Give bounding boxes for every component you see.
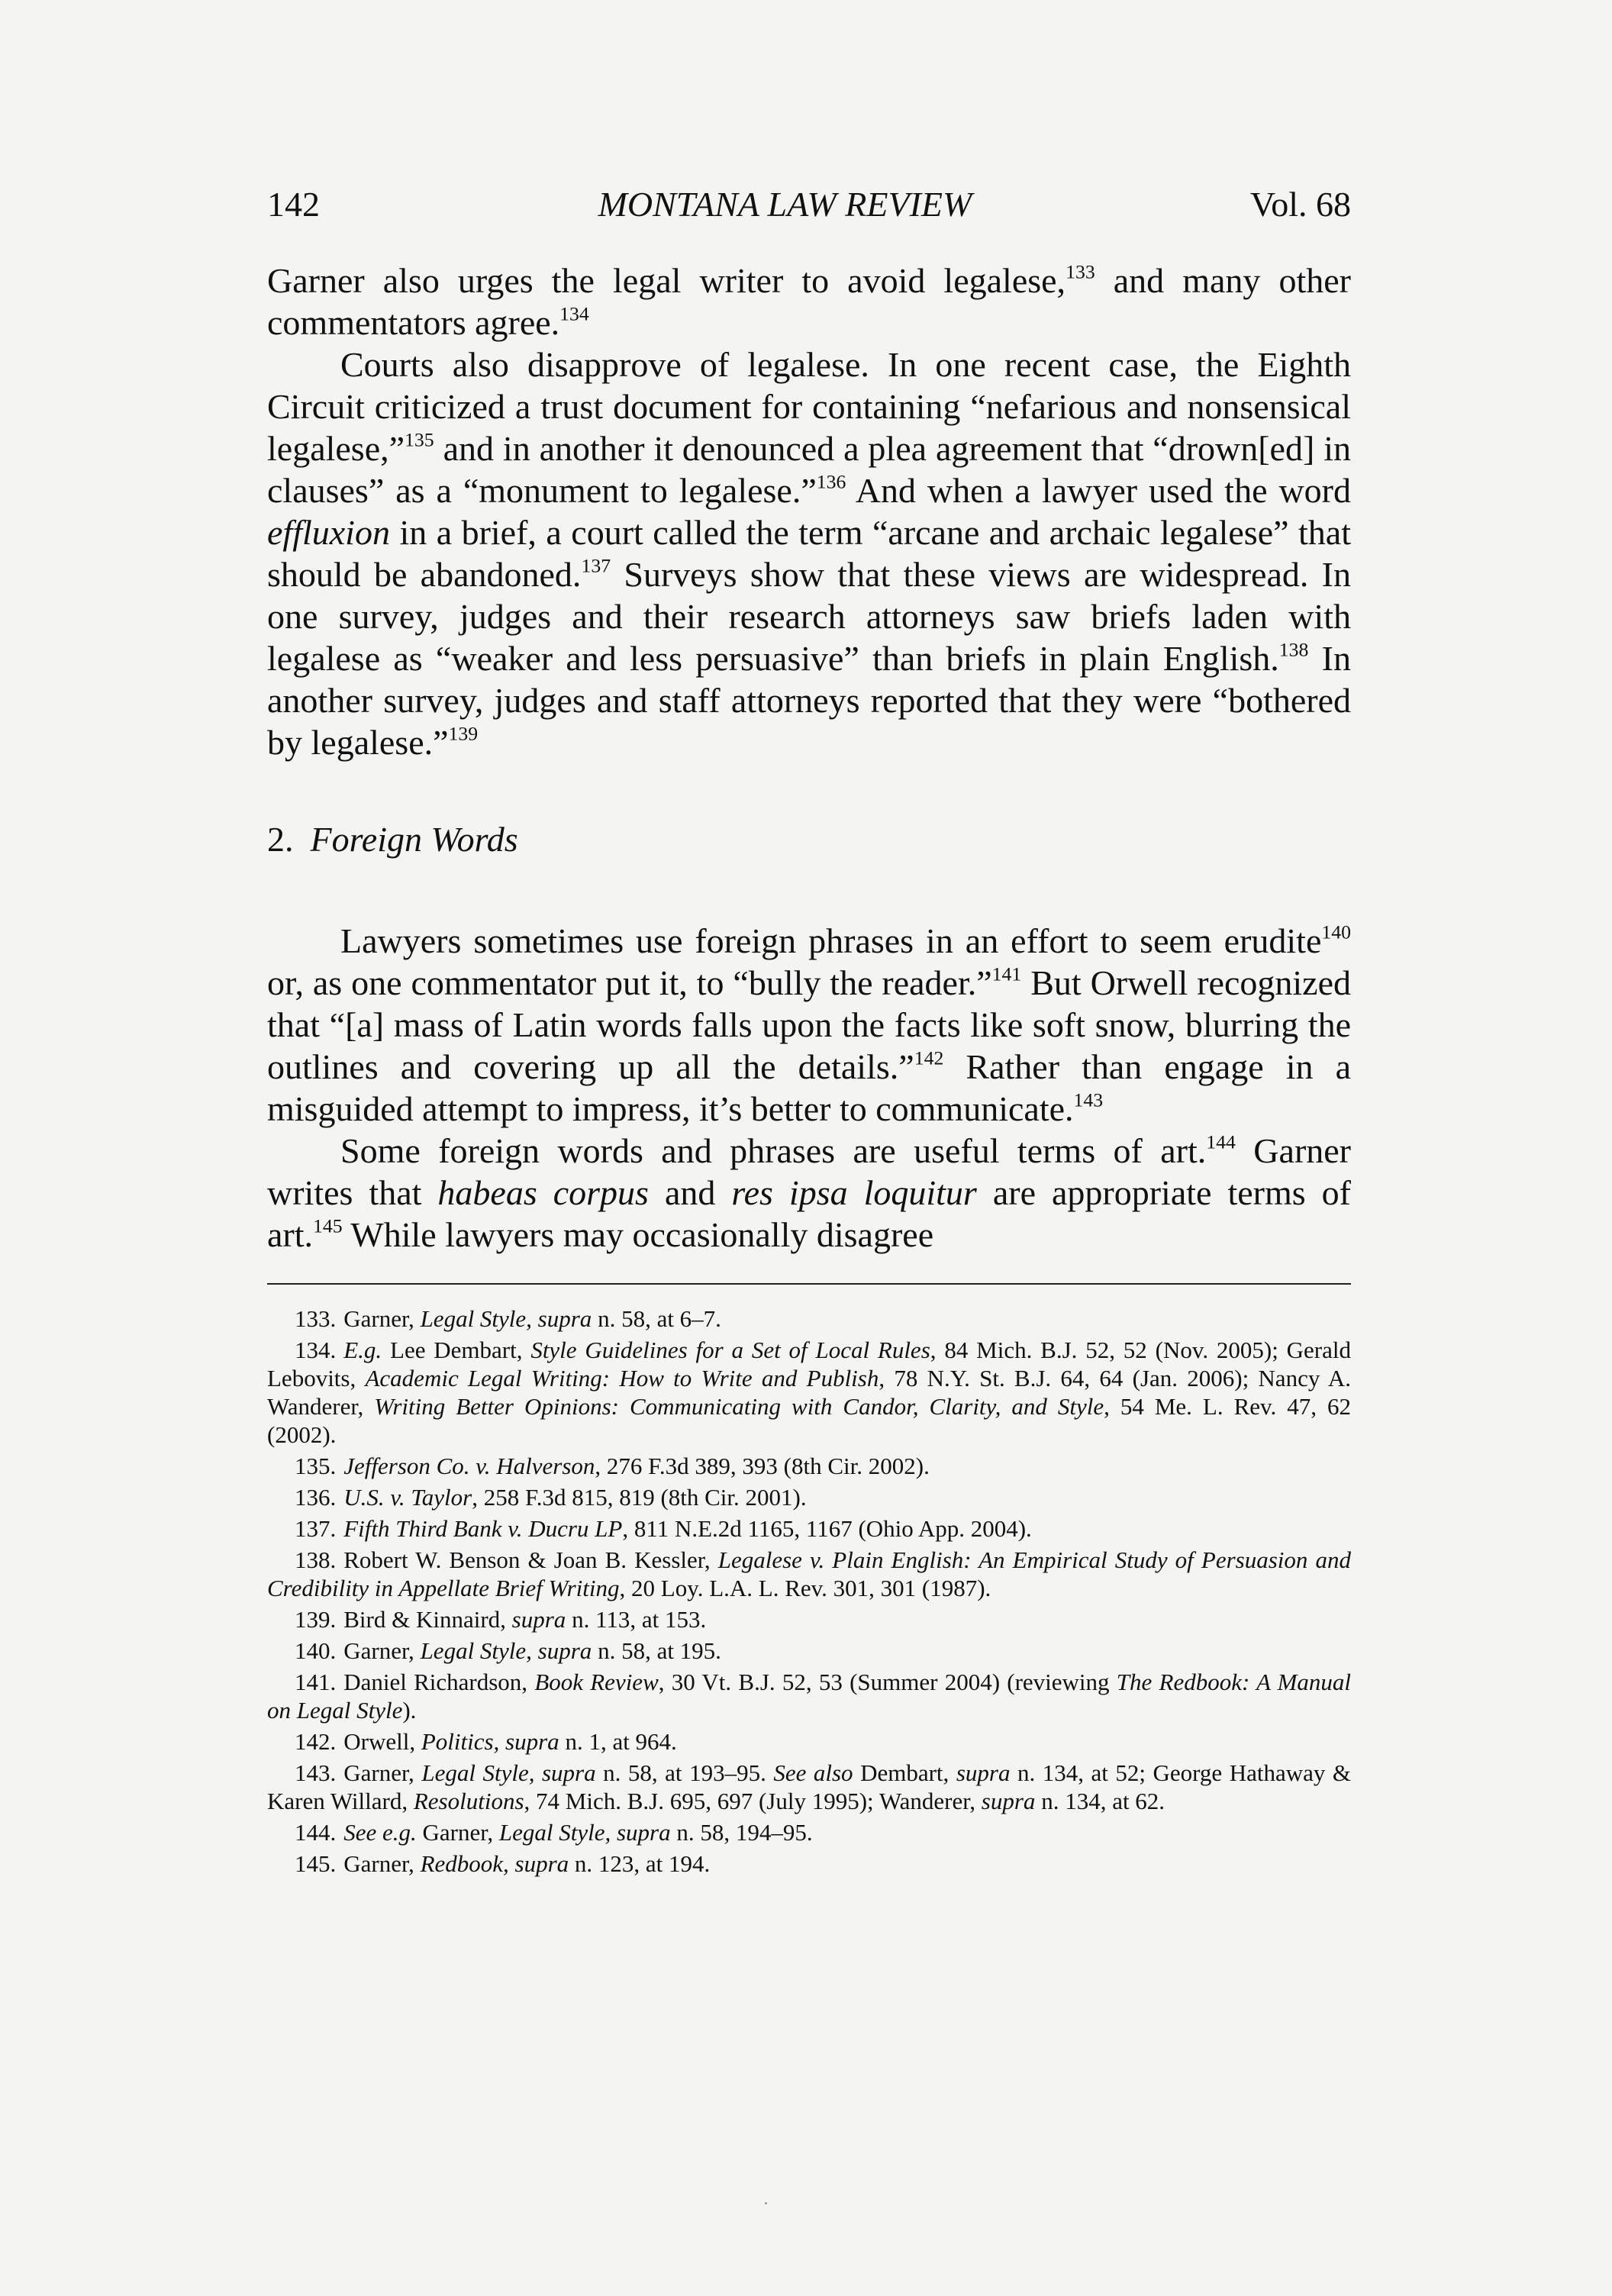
text-run: n. 134, at 52; George Hathaway & Karen Willard, — [267, 1759, 1352, 1814]
footnote — [267, 1849, 1351, 1878]
text-run: , 258 F.3d 815, 819 (8th Cir. 2001). — [472, 1484, 807, 1511]
text-run: are appropriate terms of art. — [267, 1173, 1351, 1254]
text-run: , 54 Me. L. Rev. 47, 62 (2002). — [267, 1393, 1352, 1448]
text-run: and — [648, 1173, 732, 1212]
text-run: and many other commentators agree. — [267, 261, 1351, 342]
text-run: Dembart, — [853, 1759, 956, 1786]
footnote-number: 145. — [295, 1850, 337, 1877]
italic-text: Legal Style, supra — [498, 1819, 671, 1846]
text-run: Garner, — [416, 1819, 499, 1846]
footnote-number: 136. — [295, 1484, 337, 1511]
text-run: Garner, — [343, 1850, 421, 1877]
italic-text: Book Review — [534, 1669, 659, 1695]
footnotes — [267, 1304, 1351, 1878]
footnote-number: 143. — [295, 1759, 337, 1786]
italic-term: effluxion — [267, 513, 390, 552]
footnote-divider — [267, 1283, 1351, 1285]
footnote — [267, 1668, 1351, 1724]
italic-text: supra — [511, 1606, 566, 1633]
page — [267, 183, 1351, 1881]
text-run: Orwell, — [343, 1728, 421, 1755]
paragraph — [267, 343, 1351, 763]
footnote-number: 139. — [295, 1606, 337, 1633]
italic-text: The Redbook: A Manual on Legal Style — [267, 1669, 1352, 1724]
text-run: While lawyers may occasionally disagree — [342, 1215, 934, 1254]
text-run: n. 123, at 194. — [569, 1850, 711, 1877]
text-run: In another survey, judges and staff attorneys reported that they were “bothered by legalese.” — [267, 639, 1351, 762]
paragraph — [267, 260, 1351, 343]
volume-label: Vol. 68 — [1249, 185, 1351, 224]
text-run: Garner writes that — [267, 1131, 1351, 1212]
paragraph — [267, 920, 1351, 1130]
footnote-ref: 136 — [816, 470, 846, 493]
text-run: , 84 Mich. B.J. 52, 52 (Nov. 2005); Gerald Lebovits, — [267, 1337, 1351, 1391]
text-run: in a brief, a court called the term “arcane and archaic legalese” that should be abandoned. — [267, 513, 1351, 594]
running-header — [267, 183, 1351, 232]
text-run: , 30 Vt. B.J. 52, 53 (Summer 2004) (reviewing — [658, 1669, 1117, 1695]
italic-text: Politics, supra — [421, 1728, 559, 1755]
text-run: n. 58, at 195. — [592, 1637, 721, 1664]
text-run: Rather than engage in a misguided attempt to impress, it’s better to communicate. — [267, 1047, 1351, 1128]
italic-text: Fifth Third Bank v. Ducru LP — [343, 1515, 623, 1542]
italic-text: supra — [956, 1759, 1011, 1786]
footnote — [267, 1605, 1351, 1633]
text-run: Daniel Richardson, — [343, 1669, 535, 1695]
text-run: , 20 Loy. L.A. L. Rev. 301, 301 (1987). — [619, 1575, 991, 1601]
text-run: Garner, — [343, 1305, 421, 1332]
footnote-ref: 142 — [914, 1046, 944, 1069]
section-title: Foreign Words — [310, 820, 518, 859]
footnote-ref: 144 — [1206, 1130, 1236, 1153]
text-run: Robert W. Benson & Joan B. Kessler, — [343, 1546, 718, 1573]
footnote-number: 135. — [295, 1453, 337, 1479]
italic-text: Redbook, supra — [420, 1850, 569, 1877]
italic-text: Legalese v. Plain English: An Empirical Study of Persuasion and Credibility in Appellate Brief Writing — [267, 1546, 1351, 1601]
page-number: 142 — [267, 185, 320, 224]
footnote-ref: 140 — [1321, 921, 1351, 943]
footnote — [267, 1818, 1351, 1846]
italic-text: Legal Style, supra — [421, 1759, 596, 1786]
footnote-ref: 134 — [559, 302, 589, 325]
text-run: Surveys show that these views are widespread. In one survey, judges and their research attorneys saw briefs laden with legalese as “weaker and less persuasive” than briefs in plain English. — [267, 555, 1351, 678]
footnote-number: 138. — [295, 1546, 337, 1573]
footnote — [267, 1304, 1351, 1333]
italic-text: See e.g. — [343, 1819, 417, 1846]
italic-text: Writing Better Opinions: Communicating with Candor, Clarity, and Style — [374, 1393, 1104, 1420]
section-heading — [267, 818, 1351, 860]
italic-text: Jefferson Co. v. Halverson — [343, 1453, 595, 1479]
text-run: n. 58, at 6–7. — [592, 1305, 721, 1332]
footnote — [267, 1483, 1351, 1511]
italic-text: Academic Legal Writing: How to Write and Publish — [365, 1365, 879, 1391]
text-run: Garner, — [343, 1759, 422, 1786]
italic-text: Legal Style, supra — [420, 1305, 592, 1332]
text-run: n. 58, 194–95. — [670, 1819, 813, 1846]
footnote-ref: 145 — [313, 1214, 343, 1237]
footnote-number: 137. — [295, 1515, 337, 1542]
text-run: , 78 N.Y. St. B.J. 64, 64 (Jan. 2006); Nancy A. Wanderer, — [267, 1365, 1351, 1420]
text-run: But Orwell recognized that “[a] mass of Latin words falls upon the facts like soft snow, blurring the outlines and covering up all the details.” — [267, 963, 1351, 1086]
journal-title: MONTANA LAW REVIEW — [598, 185, 972, 224]
footnote — [267, 1452, 1351, 1480]
footnote-number: 140. — [295, 1637, 337, 1664]
text-run: and in another it denounced a plea agreement that “drown[ed] in clauses” as a “monument to legalese.” — [267, 429, 1351, 510]
footnote-ref: 135 — [405, 428, 434, 451]
footnote-number: 133. — [295, 1305, 337, 1332]
italic-text: See also — [773, 1759, 853, 1786]
footnote-ref: 137 — [581, 554, 611, 577]
text-run: n. 58, at 193–95. — [595, 1759, 774, 1786]
text-run: Bird & Kinnaird, — [343, 1606, 512, 1633]
italic-text: Legal Style, supra — [420, 1637, 592, 1664]
footnote — [267, 1514, 1351, 1543]
footnote-ref: 143 — [1073, 1088, 1104, 1111]
italic-text: supra — [981, 1788, 1036, 1814]
footnote — [267, 1546, 1351, 1602]
text-run: And when a lawyer used the word — [846, 471, 1351, 510]
text-run: Some foreign words and phrases are useful terms of art. — [340, 1131, 1207, 1170]
footnote-number: 144. — [295, 1819, 337, 1846]
text-run: n. 134, at 62. — [1035, 1788, 1165, 1814]
footnote-number: 142. — [295, 1728, 337, 1755]
scan-speck — [765, 2202, 767, 2204]
text-run: n. 1, at 964. — [559, 1728, 677, 1755]
footnote-ref: 133 — [1066, 260, 1095, 283]
text-run: Courts also disapprove of legalese. In one recent case, the Eighth Circuit criticized a trust document for containing “nefarious and nonsensical legalese,” — [267, 345, 1351, 468]
footnote — [267, 1336, 1351, 1449]
footnote — [267, 1727, 1351, 1756]
italic-text: U.S. v. Taylor — [343, 1484, 472, 1511]
paragraph — [267, 1130, 1351, 1256]
text-run: Lee Dembart, — [382, 1337, 531, 1363]
text-run: Lawyers sometimes use foreign phrases in an effort to seem erudite — [340, 921, 1322, 960]
italic-text: E.g. — [343, 1337, 382, 1363]
text-run: Garner, — [343, 1637, 421, 1664]
section-number: 2. — [267, 820, 294, 859]
body-text — [267, 260, 1351, 1256]
footnote — [267, 1759, 1351, 1815]
footnote-ref: 139 — [448, 722, 479, 745]
footnote-ref: 138 — [1278, 638, 1309, 661]
footnote-number: 134. — [295, 1337, 337, 1363]
footnote-ref: 141 — [991, 963, 1022, 985]
text-run: , 74 Mich. B.J. 695, 697 (July 1995); Wanderer, — [524, 1788, 982, 1814]
italic-term: res ipsa loquitur — [731, 1173, 977, 1212]
text-run: Garner also urges the legal writer to avoid legalese, — [267, 261, 1066, 300]
text-run: or, as one commentator put it, to “bully the reader.” — [267, 963, 992, 1002]
text-run: n. 113, at 153. — [566, 1606, 707, 1633]
italic-text: Resolutions — [413, 1788, 524, 1814]
text-run: , 811 N.E.2d 1165, 1167 (Ohio App. 2004). — [622, 1515, 1032, 1542]
text-run: ). — [402, 1697, 417, 1724]
footnote — [267, 1637, 1351, 1665]
footnote-number: 141. — [295, 1669, 337, 1695]
italic-text: Style Guidelines for a Set of Local Rules — [530, 1337, 930, 1363]
italic-term: habeas corpus — [437, 1173, 649, 1212]
text-run: , 276 F.3d 389, 393 (8th Cir. 2002). — [595, 1453, 930, 1479]
